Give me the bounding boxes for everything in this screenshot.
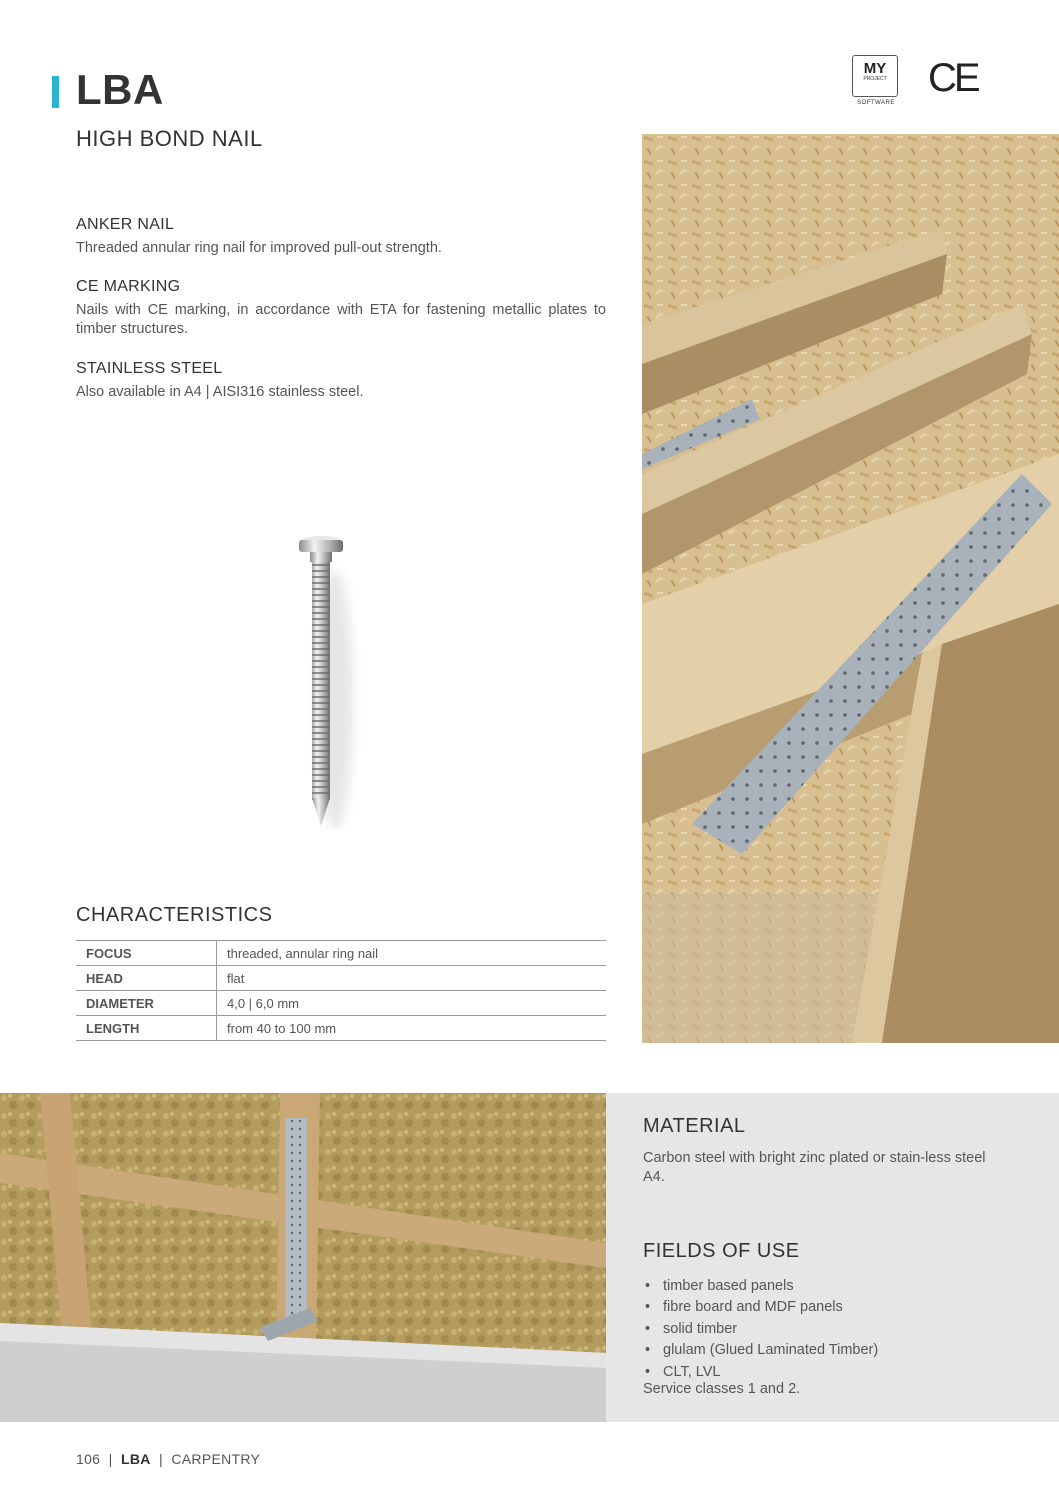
title-accent-bar — [52, 76, 59, 108]
list-item: • fibre board and MDF panels — [643, 1297, 878, 1318]
table-row — [76, 941, 606, 966]
feature-text-anker: Threaded annular ring nail for improved pull-out strength. — [76, 240, 442, 256]
fields-of-use-heading: FIELDS OF USE — [643, 1240, 800, 1262]
feature-text-ce: Nails with CE marking, in accordance with ETA for fastening metallic plates to timber structures. — [76, 302, 606, 337]
timber-beams-photo — [642, 134, 1059, 1043]
table-row — [76, 1016, 606, 1041]
fields-of-use-list — [643, 1276, 878, 1383]
char-value: from 40 to 100 mm — [217, 1016, 607, 1041]
feature-heading-anker: ANKER NAIL — [76, 216, 175, 233]
list-item: • solid timber — [643, 1319, 878, 1340]
myproject-software-logo — [852, 55, 900, 111]
page-number: 106 — [76, 1451, 101, 1467]
footer-section: CARPENTRY — [171, 1451, 261, 1467]
nail-product-image — [290, 530, 370, 830]
page-footer: 106 | LBA | CARPENTRY — [76, 1451, 261, 1467]
logo-software-text: SOFTWARE — [857, 100, 895, 106]
list-item: • timber based panels — [643, 1276, 878, 1297]
characteristics-table — [76, 940, 606, 1041]
char-key: FOCUS — [76, 941, 217, 966]
table-row — [76, 966, 606, 991]
ce-mark-icon: CE — [928, 56, 978, 100]
char-key: LENGTH — [76, 1016, 217, 1041]
list-item: • CLT, LVL — [643, 1362, 878, 1383]
page-title: LBA — [76, 66, 164, 113]
page-subtitle: HIGH BOND NAIL — [76, 126, 263, 151]
feature-heading-stainless: STAINLESS STEEL — [76, 360, 223, 377]
wall-insulation-photo — [0, 1093, 606, 1422]
feature-text-stainless: Also available in A4 | AISI316 stainless steel. — [76, 384, 364, 400]
list-item: • glulam (Glued Laminated Timber) — [643, 1340, 878, 1361]
table-row — [76, 991, 606, 1016]
footer-product: LBA — [120, 1451, 151, 1467]
characteristics-heading: CHARACTERISTICS — [76, 904, 273, 926]
feature-heading-ce: CE MARKING — [76, 278, 181, 295]
char-value: flat — [217, 966, 607, 991]
material-heading: MATERIAL — [643, 1115, 746, 1137]
char-key: HEAD — [76, 966, 217, 991]
material-text: Carbon steel with bright zinc plated or stain-less steel A4. — [643, 1150, 986, 1185]
logo-my-text: MY — [863, 60, 887, 77]
char-value: 4,0 | 6,0 mm — [217, 991, 607, 1016]
service-classes-text: Service classes 1 and 2. — [643, 1381, 801, 1397]
logo-project-text: PROJECT — [863, 76, 887, 82]
char-key: DIAMETER — [76, 991, 217, 1016]
char-value: threaded, annular ring nail — [217, 941, 607, 966]
